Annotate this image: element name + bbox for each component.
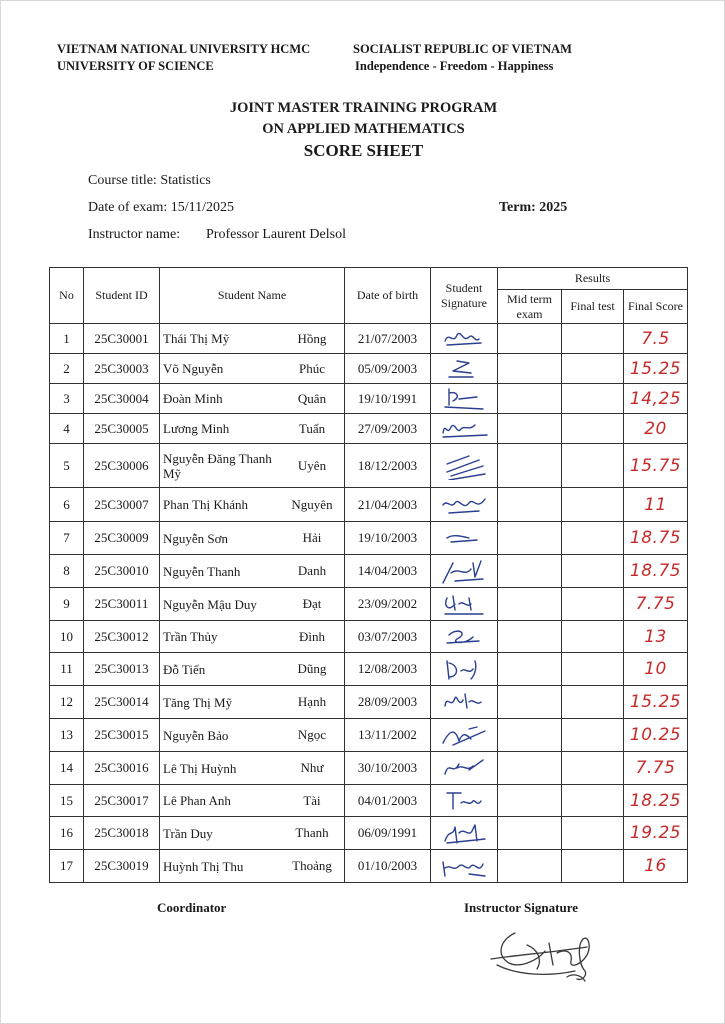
table-row: [50, 555, 688, 588]
header-final-test: Final test: [562, 290, 624, 324]
program-title-line1: JOINT MASTER TRAINING PROGRAM: [229, 100, 498, 116]
row-number: 12: [50, 686, 84, 719]
date-of-birth: 06/09/1991: [345, 817, 431, 850]
student-signature-cell: [431, 850, 498, 883]
student-name-cell: [160, 719, 345, 752]
final-score: 15.25: [624, 686, 688, 719]
student-signature-cell: [431, 686, 498, 719]
student-signature-icon: [439, 623, 489, 651]
student-id: 25C30006: [84, 444, 160, 488]
student-family-name: Lê Thị Huỳnh: [163, 760, 237, 776]
final-test-score: [562, 555, 624, 588]
table-row: [50, 384, 688, 414]
student-signature-icon: [439, 355, 489, 383]
final-score: 10.25: [624, 719, 688, 752]
row-number: 8: [50, 555, 84, 588]
student-id: 25C30007: [84, 488, 160, 522]
midterm-score: [498, 588, 562, 621]
midterm-score: [498, 522, 562, 555]
student-given-name: Danh: [297, 563, 327, 578]
student-family-name: Nguyễn Thanh: [163, 563, 241, 579]
instructor-label: Instructor name:: [88, 227, 181, 242]
date-of-birth: 01/10/2003: [345, 850, 431, 883]
student-signature-icon: [439, 415, 489, 443]
date-of-birth: 14/04/2003: [345, 555, 431, 588]
final-score: 7.75: [624, 588, 688, 621]
student-given-name: Uyên: [297, 457, 327, 473]
student-name-cell: [160, 785, 345, 817]
instructor-signature-label: Instructor Signature: [464, 900, 578, 915]
midterm-score: [498, 488, 562, 522]
student-given-name: Dũng: [297, 661, 327, 676]
final-score: 7.75: [624, 752, 688, 785]
student-signature-cell: [431, 354, 498, 384]
final-test-score: [562, 488, 624, 522]
midterm-score: [498, 621, 562, 653]
student-family-name: Nguyễn Đăng Thanh Mỹ: [163, 450, 272, 481]
student-signature-cell: [431, 414, 498, 444]
final-score: 15.25: [624, 354, 688, 384]
student-signature-icon: [439, 852, 489, 880]
row-number: 2: [50, 354, 84, 384]
table-row: [50, 817, 688, 850]
date-of-birth: 23/09/2002: [345, 588, 431, 621]
student-family-name: Phan Thị Khánh: [163, 497, 248, 512]
table-row: [50, 324, 688, 354]
final-score: 15.75: [624, 444, 688, 488]
table-row: [50, 414, 688, 444]
student-signature-icon: [439, 721, 489, 749]
student-signature-cell: [431, 752, 498, 785]
exam-date: Date of exam: 15/11/2025: [88, 200, 235, 215]
student-signature-icon: [439, 754, 489, 782]
student-signature-icon: [439, 491, 489, 519]
program-title-line2: ON APPLIED MATHEMATICS: [262, 121, 465, 137]
student-given-name: Quân: [297, 390, 327, 406]
row-number: 5: [50, 444, 84, 488]
final-test-score: [562, 817, 624, 850]
header-results: Results: [498, 268, 688, 290]
final-score: 18.75: [624, 555, 688, 588]
date-of-birth: 21/04/2003: [345, 488, 431, 522]
student-family-name: Đỗ Tiến: [163, 661, 206, 677]
table-row: [50, 719, 688, 752]
student-signature-icon: [439, 524, 489, 552]
student-given-name: Hồng: [297, 330, 327, 346]
final-test-score: [562, 324, 624, 354]
student-family-name: Lê Phan Anh: [163, 793, 231, 808]
table-row: [50, 354, 688, 384]
table-row: [50, 653, 688, 686]
student-signature-icon: [439, 590, 489, 618]
date-of-birth: 30/10/2003: [345, 752, 431, 785]
final-test-score: [562, 384, 624, 414]
student-name-cell: [160, 354, 345, 384]
midterm-score: [498, 653, 562, 686]
header-date-of-birth: Date of birth: [345, 268, 431, 324]
student-given-name: Thoảng: [292, 858, 332, 873]
table-row: [50, 686, 688, 719]
student-id: 25C30012: [84, 621, 160, 653]
date-of-birth: 19/10/1991: [345, 384, 431, 414]
final-test-score: [562, 522, 624, 555]
student-signature-icon: [439, 787, 489, 815]
student-family-name: Nguyễn Sơn: [163, 530, 229, 546]
final-score: 10: [624, 653, 688, 686]
faculty-name: UNIVERSITY OF SCIENCE: [57, 59, 214, 73]
student-name-cell: [160, 488, 345, 522]
student-id: 25C30018: [84, 817, 160, 850]
row-number: 11: [50, 653, 84, 686]
final-score: 13: [624, 621, 688, 653]
header-student-name: Student Name: [160, 268, 345, 324]
student-name-cell: [160, 653, 345, 686]
student-id: 25C30010: [84, 555, 160, 588]
instructor-name: Professor Laurent Delsol: [206, 227, 346, 242]
student-signature-cell: [431, 621, 498, 653]
row-number: 17: [50, 850, 84, 883]
student-family-name: Trần Thủy: [163, 629, 218, 644]
header-midterm: Mid term exam: [498, 290, 562, 324]
student-name-cell: [160, 621, 345, 653]
date-of-birth: 19/10/2003: [345, 522, 431, 555]
date-of-birth: 27/09/2003: [345, 414, 431, 444]
student-given-name: Thanh: [295, 825, 329, 840]
student-signature-icon: [439, 688, 489, 716]
final-test-score: [562, 752, 624, 785]
midterm-score: [498, 324, 562, 354]
table-row: [50, 850, 688, 883]
final-test-score: [562, 354, 624, 384]
student-family-name: Võ Nguyễn: [163, 361, 224, 376]
final-score: 19.25: [624, 817, 688, 850]
final-test-score: [562, 621, 624, 653]
student-given-name: Đình: [299, 628, 325, 644]
final-test-score: [562, 719, 624, 752]
midterm-score: [498, 752, 562, 785]
student-signature-cell: [431, 488, 498, 522]
final-score: 16: [624, 850, 688, 883]
coordinator-label: Coordinator: [157, 900, 227, 915]
student-id: 25C30004: [84, 384, 160, 414]
student-name-cell: [160, 522, 345, 555]
row-number: 6: [50, 488, 84, 522]
instructor-signature-icon: [487, 925, 597, 987]
table-row: [50, 588, 688, 621]
sheet-title: SCORE SHEET: [303, 141, 424, 160]
header-no: No: [50, 268, 84, 324]
student-signature-cell: [431, 555, 498, 588]
final-test-score: [562, 444, 624, 488]
course-title: Course title: Statistics: [88, 173, 211, 188]
table-row: [50, 752, 688, 785]
row-number: 13: [50, 719, 84, 752]
row-number: 4: [50, 414, 84, 444]
student-name-cell: [160, 384, 345, 414]
date-of-birth: 18/12/2003: [345, 444, 431, 488]
university-header: [57, 41, 310, 75]
row-number: 9: [50, 588, 84, 621]
table-row: [50, 522, 688, 555]
midterm-score: [498, 555, 562, 588]
final-score: 14,25: [624, 384, 688, 414]
student-signature-icon: [439, 557, 489, 585]
student-name-cell: [160, 414, 345, 444]
student-signature-cell: [431, 719, 498, 752]
term: Term: 2025: [499, 200, 568, 215]
final-score: 20: [624, 414, 688, 444]
student-id: 25C30013: [84, 653, 160, 686]
document-title: [1, 98, 725, 162]
table-row: [50, 488, 688, 522]
student-id: 25C30001: [84, 324, 160, 354]
student-name-cell: [160, 686, 345, 719]
student-family-name: Tăng Thị Mỹ: [163, 694, 233, 710]
student-signature-cell: [431, 588, 498, 621]
student-id: 25C30005: [84, 414, 160, 444]
student-family-name: Lương Minh: [163, 421, 230, 436]
student-family-name: Nguyễn Mậu Duy: [163, 596, 257, 612]
student-given-name: Như: [300, 760, 324, 775]
student-signature-icon: [439, 325, 489, 353]
midterm-score: [498, 719, 562, 752]
final-test-score: [562, 414, 624, 444]
student-id: 25C30015: [84, 719, 160, 752]
student-given-name: Tuấn: [298, 420, 326, 436]
student-name-cell: [160, 817, 345, 850]
student-given-name: Đạt: [302, 596, 322, 611]
student-signature-cell: [431, 324, 498, 354]
republic-header: [353, 41, 572, 75]
student-name-cell: [160, 324, 345, 354]
date-of-birth: 28/09/2003: [345, 686, 431, 719]
midterm-score: [498, 384, 562, 414]
student-id: 25C30017: [84, 785, 160, 817]
student-signature-cell: [431, 522, 498, 555]
student-given-name: Hạnh: [297, 694, 327, 709]
student-given-name: Hải: [302, 530, 322, 545]
row-number: 15: [50, 785, 84, 817]
student-given-name: Nguyên: [291, 496, 333, 512]
student-signature-cell: [431, 444, 498, 488]
row-number: 7: [50, 522, 84, 555]
student-signature-icon: [439, 819, 489, 847]
header-student-id: Student ID: [84, 268, 160, 324]
student-name-cell: [160, 752, 345, 785]
midterm-score: [498, 414, 562, 444]
student-name-cell: [160, 444, 345, 488]
student-signature-cell: [431, 785, 498, 817]
student-id: 25C30014: [84, 686, 160, 719]
republic-motto: Independence - Freedom - Happiness: [355, 59, 554, 73]
midterm-score: [498, 850, 562, 883]
date-of-birth: 12/08/2003: [345, 653, 431, 686]
date-of-birth: 03/07/2003: [345, 621, 431, 653]
student-id: 25C30016: [84, 752, 160, 785]
national-university-name: VIETNAM NATIONAL UNIVERSITY HCMC: [57, 42, 311, 56]
student-family-name: Trần Duy: [163, 825, 213, 841]
header-final-score: Final Score: [624, 290, 688, 324]
student-name-cell: [160, 850, 345, 883]
student-signature-icon: [439, 452, 489, 480]
student-name-cell: [160, 555, 345, 588]
student-signature-icon: [439, 655, 489, 683]
date-of-birth: 04/01/2003: [345, 785, 431, 817]
final-test-score: [562, 653, 624, 686]
student-given-name: Ngọc: [297, 727, 327, 742]
student-id: 25C30009: [84, 522, 160, 555]
final-score: 11: [624, 488, 688, 522]
final-score: 18.75: [624, 522, 688, 555]
date-of-birth: 21/07/2003: [345, 324, 431, 354]
final-test-score: [562, 588, 624, 621]
row-number: 14: [50, 752, 84, 785]
final-test-score: [562, 785, 624, 817]
row-number: 10: [50, 621, 84, 653]
student-name-cell: [160, 588, 345, 621]
row-number: 16: [50, 817, 84, 850]
midterm-score: [498, 444, 562, 488]
row-number: 1: [50, 324, 84, 354]
final-test-score: [562, 686, 624, 719]
final-score: 18.25: [624, 785, 688, 817]
student-signature-cell: [431, 653, 498, 686]
student-signature-cell: [431, 384, 498, 414]
table-row: [50, 785, 688, 817]
score-table: [49, 267, 688, 883]
student-id: 25C30011: [84, 588, 160, 621]
midterm-score: [498, 686, 562, 719]
student-signature-cell: [431, 817, 498, 850]
republic-name: SOCIALIST REPUBLIC OF VIETNAM: [353, 42, 572, 56]
student-family-name: Đoàn Minh: [163, 391, 223, 406]
date-of-birth: 05/09/2003: [345, 354, 431, 384]
midterm-score: [498, 354, 562, 384]
table-row: [50, 444, 688, 488]
student-given-name: Tài: [303, 792, 321, 808]
student-given-name: Phúc: [299, 360, 325, 376]
student-family-name: Nguyễn Bảo: [163, 727, 229, 743]
date-of-birth: 13/11/2002: [345, 719, 431, 752]
student-signature-icon: [439, 385, 489, 413]
midterm-score: [498, 817, 562, 850]
student-id: 25C30003: [84, 354, 160, 384]
table-row: [50, 621, 688, 653]
final-test-score: [562, 850, 624, 883]
student-family-name: Thái Thị Mỹ: [163, 331, 230, 346]
row-number: 3: [50, 384, 84, 414]
midterm-score: [498, 785, 562, 817]
student-id: 25C30019: [84, 850, 160, 883]
header-student-signature: Student Signature: [431, 268, 498, 324]
student-family-name: Huỳnh Thị Thu: [163, 858, 244, 874]
final-score: 7.5: [624, 324, 688, 354]
